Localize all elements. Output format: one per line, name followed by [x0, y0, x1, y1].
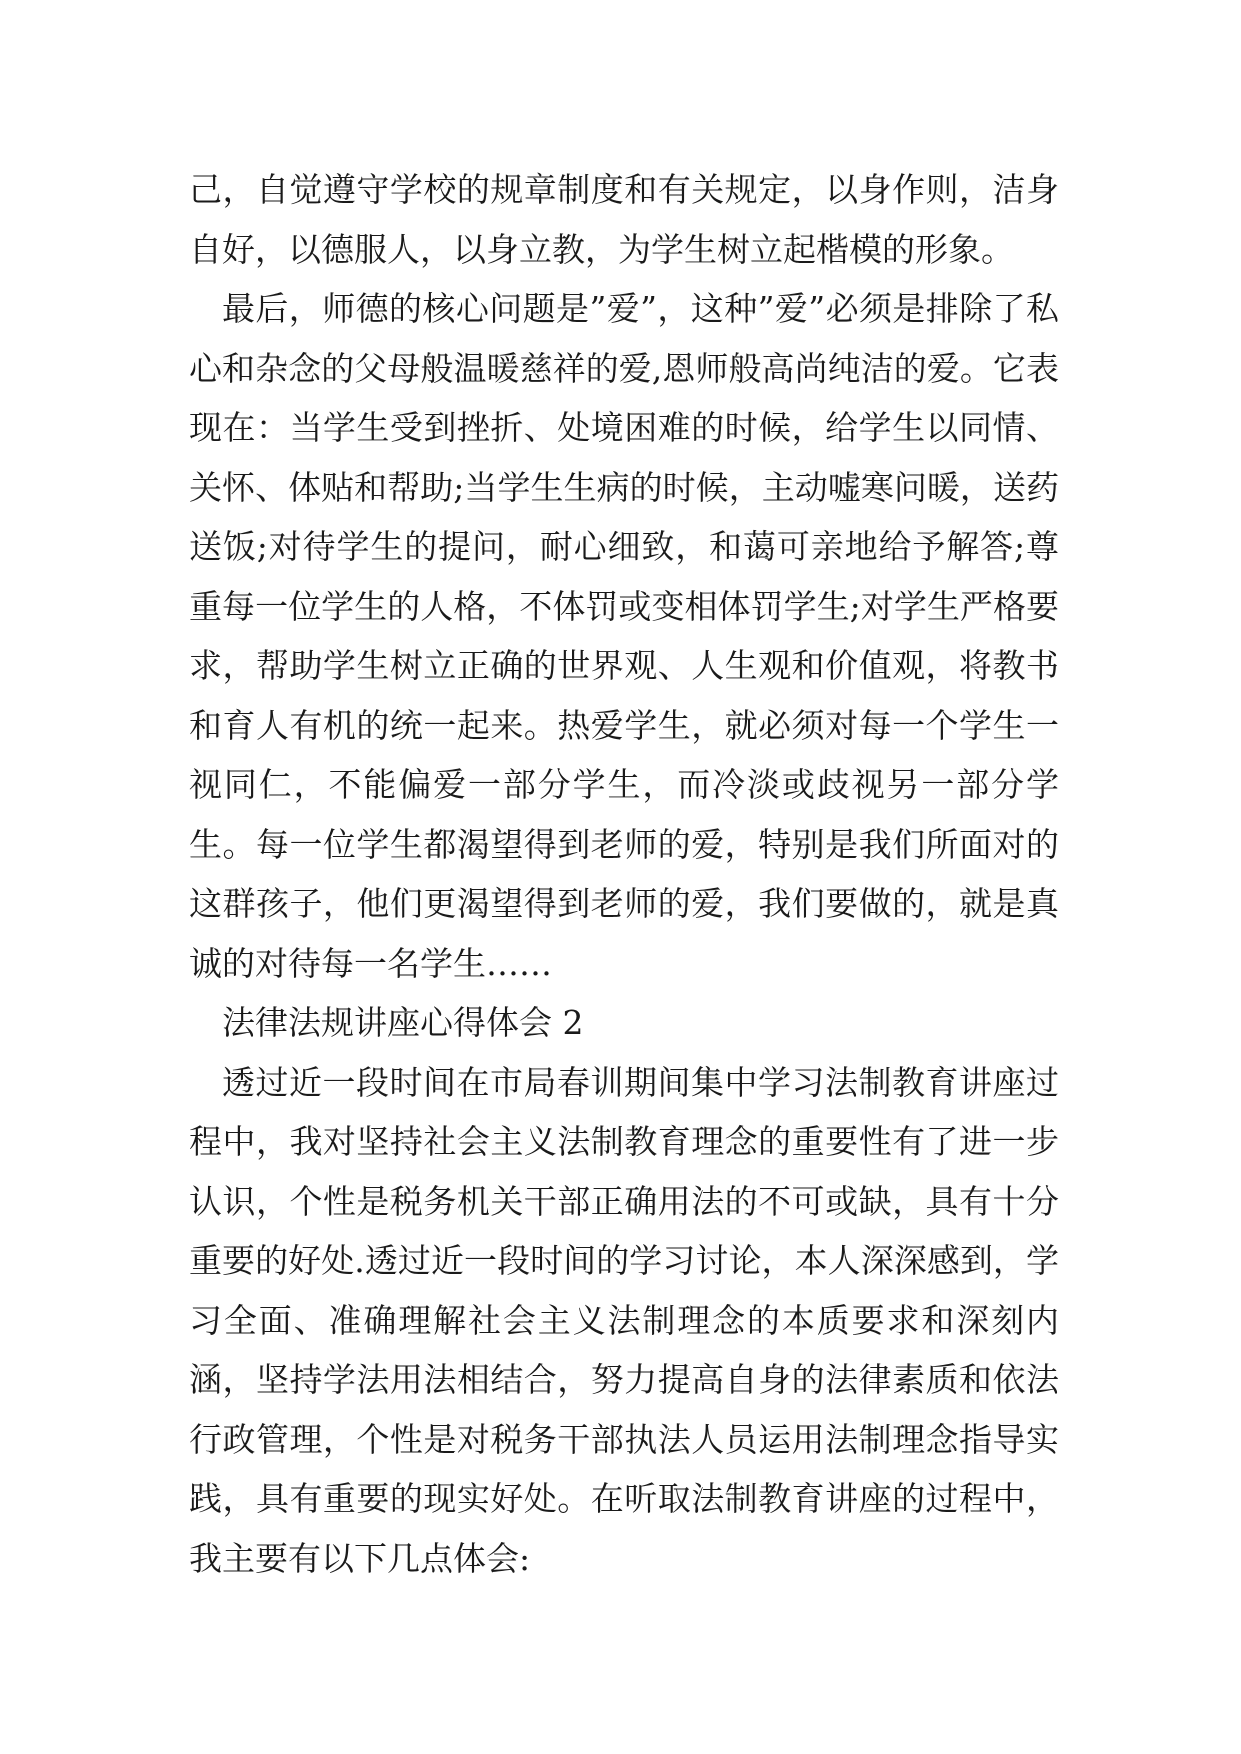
body-paragraph: 透过近一段时间在市局春训期间集中学习法制教育讲座过程中，我对坚持社会主义法制教育理念的重要性有了进一步认识，个性是税务机关干部正确用法的不可或缺，具有十分重要的好处.透过近一段时间的学习讨论，本人深深感到，学习全面、准确理解社会主义法制理念的本质要求和深刻内涵，坚持学法用法相结合，努力提高自身的法律素质和依法行政管理，个性是对税务干部执法人员运用法制理念指导实践，具有重要的现实好处。在听取法制教育讲座的过程中，我主要有以下几点体会:	[189, 1062, 1059, 1578]
body-paragraph: 己，自觉遵守学校的规章制度和有关规定，以身作则，洁身自好，以德服人，以身立教，为学生树立起楷模的形象。	[189, 170, 1059, 269]
section-heading: 法律法规讲座心得体会 2	[222, 1003, 584, 1042]
document-body	[189, 160, 1059, 1588]
body-paragraph: 最后，师德的核心问题是”爱”，这种”爱”必须是排除了私心和杂念的父母般温暖慈祥的爱,恩师般高尚纯洁的爱。它表现在：当学生受到挫折、处境困难的时候，给学生以同情、关怀、体贴和帮助;当学生生病的时候，主动嘘寒问暖，送药送饭;对待学生的提问，耐心细致，和蔼可亲地给予解答;尊重每一位学生的人格，不体罚或变相体罚学生;对学生严格要求，帮助学生树立正确的世界观、人生观和价值观，将教书和育人有机的统一起来。热爱学生，就必须对每一个学生一视同仁，不能偏爱一部分学生，而冷淡或歧视另一部分学生。每一位学生都渴望得到老师的爱，特别是我们所面对的这群孩子，他们更渴望得到老师的爱，我们要做的，就是真诚的对待每一名学生……	[189, 289, 1059, 983]
